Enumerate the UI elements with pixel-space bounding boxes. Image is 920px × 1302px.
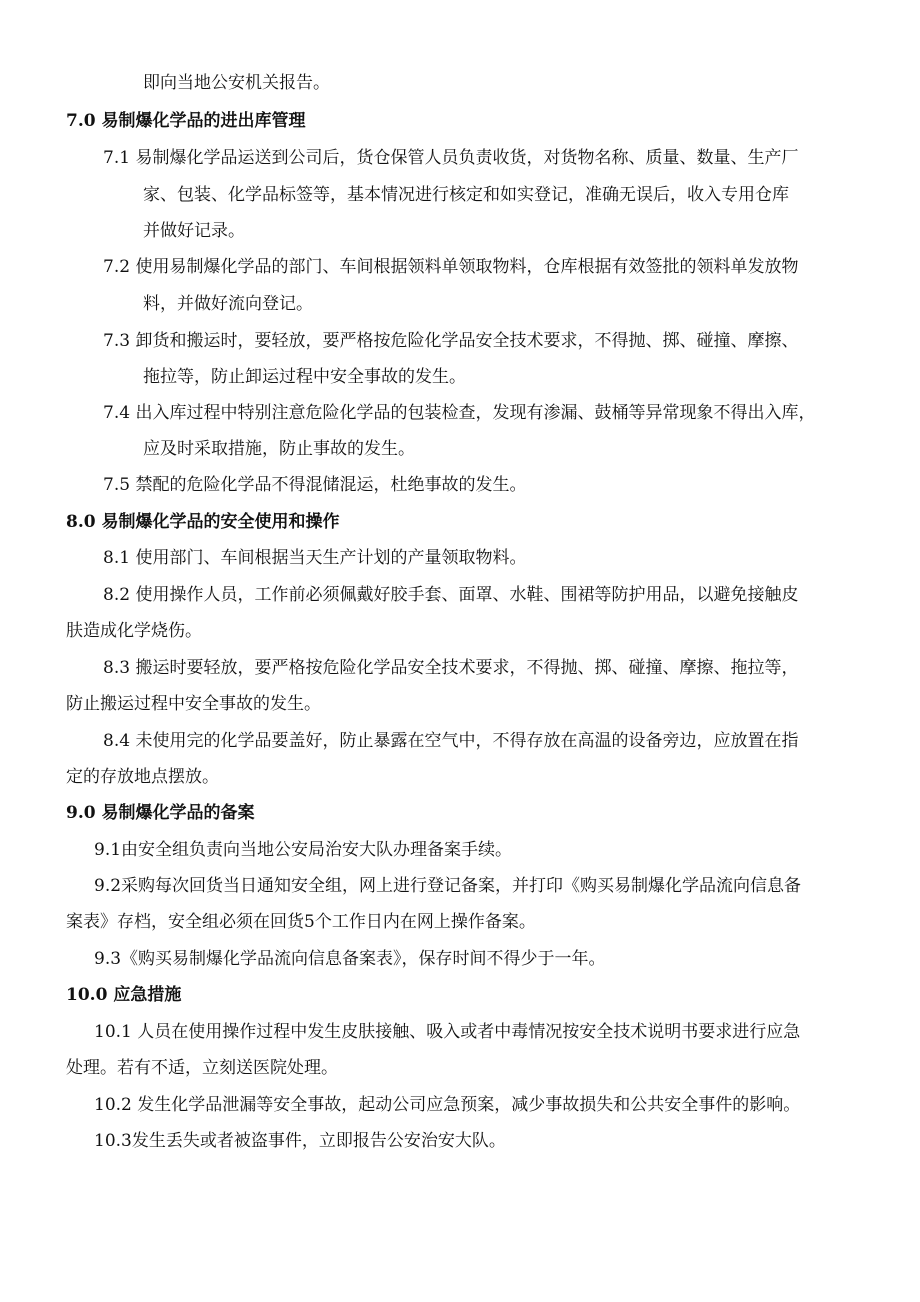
paragraph-line: 并做好记录。	[143, 221, 245, 241]
paragraph-line: 9.1由安全组负责向当地公安局治安大队办理备案手续。	[94, 840, 513, 860]
section-heading-10: 10.0 应急措施	[66, 985, 182, 1005]
section-heading-8: 8.0 易制爆化学品的安全使用和操作	[66, 512, 340, 532]
paragraph-line: 8.4 未使用完的化学品要盖好，防止暴露在空气中，不得存放在高温的设备旁边，应放置在指	[103, 731, 799, 751]
paragraph-line: 家、包装、化学品标签等，基本情况进行核定和如实登记，准确无误后，收入专用仓库	[143, 185, 789, 205]
paragraph-line: 案表》存档，安全组必须在回货5个工作日内在网上操作备案。	[66, 912, 536, 932]
paragraph-line: 8.3 搬运时要轻放，要严格按危险化学品安全技术要求，不得抛、掷、碰撞、摩擦、拖拉等，	[103, 658, 799, 678]
paragraph-line: 7.3 卸货和搬运时，要轻放，要严格按危险化学品安全技术要求，不得抛、掷、碰撞、摩擦、	[103, 331, 799, 351]
paragraph-line: 10.2 发生化学品泄漏等安全事故，起动公司应急预案，减少事故损失和公共安全事件的影响。	[94, 1095, 801, 1115]
paragraph-line: 定的存放地点摆放。	[66, 767, 219, 787]
paragraph-line: 7.2 使用易制爆化学品的部门、车间根据领料单领取物料，仓库根据有效签批的领料单发放物	[103, 257, 799, 277]
paragraph-line: 肤造成化学烧伤。	[66, 621, 202, 641]
paragraph-line: 8.2 使用操作人员，工作前必须佩戴好胶手套、面罩、水鞋、围裙等防护用品，以避免接触皮	[103, 585, 799, 605]
paragraph-line: 料，并做好流向登记。	[143, 294, 313, 314]
paragraph-line: 8.1 使用部门、车间根据当天生产计划的产量领取物料。	[103, 548, 527, 568]
section-heading-7: 7.0 易制爆化学品的进出库管理	[66, 111, 306, 131]
paragraph-line: 7.1 易制爆化学品运送到公司后，货仓保管人员负责收货，对货物名称、质量、数量、生产厂	[103, 148, 799, 168]
section-heading-9: 9.0 易制爆化学品的备案	[66, 803, 255, 823]
paragraph-line: 即向当地公安机关报告。	[143, 73, 330, 93]
paragraph-line: 7.4 出入库过程中特别注意危险化学品的包装检查，发现有渗漏、鼓桶等异常现象不得出入库，	[103, 403, 816, 423]
paragraph-line: 10.1 人员在使用操作过程中发生皮肤接触、吸入或者中毒情况按安全技术说明书要求进行应急	[94, 1022, 801, 1042]
paragraph-line: 9.2采购每次回货当日通知安全组，网上进行登记备案，并打印《购买易制爆化学品流向信息备	[94, 876, 802, 896]
paragraph-line: 7.5 禁配的危险化学品不得混储混运，杜绝事故的发生。	[103, 475, 527, 495]
paragraph-line: 10.3发生丢失或者被盗事件，立即报告公安治安大队。	[94, 1131, 506, 1151]
paragraph-line: 9.3《购买易制爆化学品流向信息备案表》，保存时间不得少于一年。	[94, 949, 606, 969]
paragraph-line: 拖拉等，防止卸运过程中安全事故的发生。	[143, 367, 466, 387]
paragraph-line: 应及时采取措施，防止事故的发生。	[143, 439, 415, 459]
paragraph-line: 处理。若有不适，立刻送医院处理。	[66, 1058, 338, 1078]
paragraph-line: 防止搬运过程中安全事故的发生。	[66, 694, 321, 714]
